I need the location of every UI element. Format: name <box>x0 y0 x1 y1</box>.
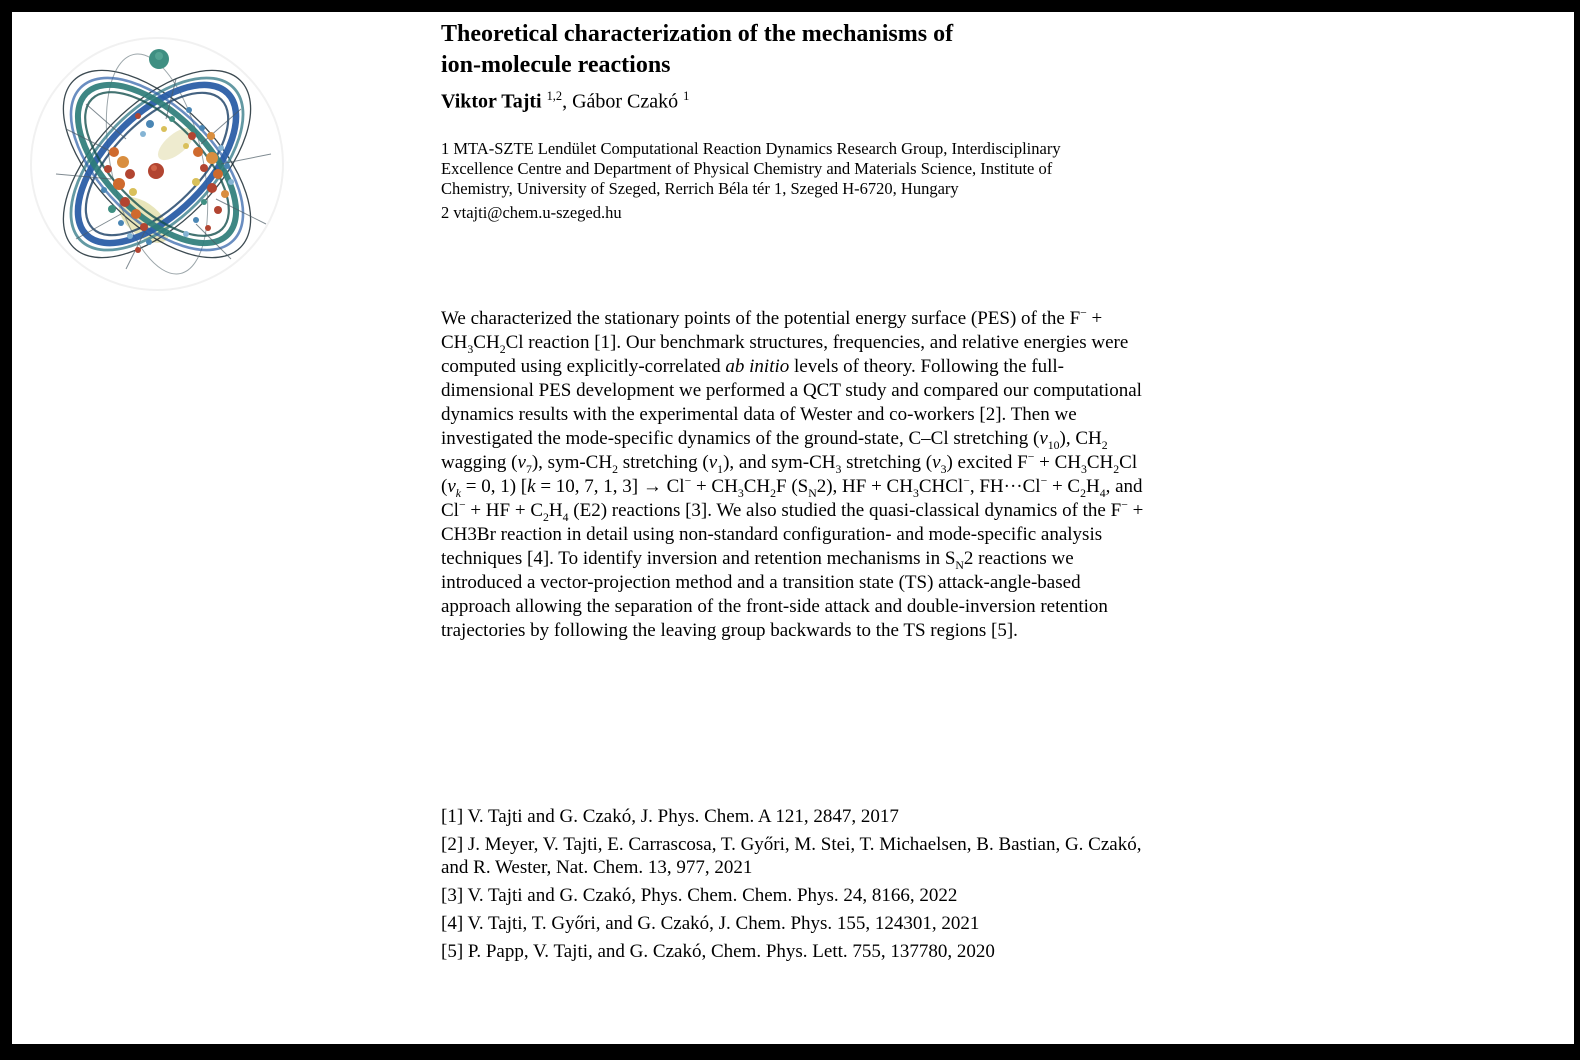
abstract-page <box>12 12 1574 1044</box>
reference-item: [2] J. Meyer, V. Tajti, E. Carrascosa, T. Győri, M. Stei, T. Michaelsen, B. Bastian, G. Czakó, and R. Wester, Nat. Chem. 13, 977, 2021 <box>441 834 1142 878</box>
paper-title-line1: Theoretical characterization of the mechanisms of <box>441 21 954 47</box>
paper-title-line2: ion-molecule reactions <box>441 52 671 78</box>
reference-item: [5] P. Papp, V. Tajti, and G. Czakó, Chem. Phys. Lett. 755, 137780, 2020 <box>441 941 995 962</box>
atom-artwork-svg <box>26 24 288 296</box>
affiliation-text: 1 MTA-SZTE Lendület Computational Reaction Dynamics Research Group, Interdisciplinary Excellence Centre and Department of Physical Chemistry and Materials Science, Institute of Chemistry, University of Szeged, Rerrich Béla tér 1, Szeged H-6720, Hungary <box>441 139 1061 198</box>
atom-logo <box>26 24 288 296</box>
abstract-paragraph: We characterized the stationary points of the potential energy surface (PES) of the $F^- + CH_3CH_2Cl$ reaction [1]. Our benchmark structures, frequencies, and relative energies were computed using explicitly-correlated ab initio levels of theory. Following the full-dimensional PES development we performed a QCT study and compared our computational dynamics results with the experimental data of Wester and co-workers [2]. Then we investigated the mode-specific dynamics of the ground-state, C–Cl stretching $(v_{10})$, $CH_2$ wagging $(v_7)$, sym-$CH_2$ stretching $(v_1)$, and sym-$CH_3$ stretching $(v_3)$ excited $F^- + CH_3CH_2Cl$ ($v_k = 0$, 1) [k = 10, 7, 1, $3] \to Cl^- + CH_3CH_2F$ $(S_N2)$, HF + $CH_3CHCl^-$, $FH\cdot\cdot\cdot Cl^- + C_2H_4$, and Cl− + HF + $C_2H_4$ (E2) reactions [3]. We also studied the quasi-classical dynamics of the F− + CH3Br reaction in detail using non-standard configuration- and mode-specific analysis techniques [4]. To identify inversion and retention mechanisms in $S_N2$ reactions we introduced a vector-projection method and a transition state (TS) attack-angle-based approach allowing the separation of the front-side attack and double-inversion retention trajectories by following the leaving group backwards to the TS regions [5]. <box>441 306 1144 641</box>
reference-list <box>441 805 1153 968</box>
reference-item: [1] V. Tajti and G. Czakó, J. Phys. Chem. A 121, 2847, 2017 <box>441 806 899 827</box>
paper-title <box>441 19 1161 81</box>
author-email: 2 vtajti@chem.u-szeged.hu <box>441 203 622 222</box>
reference-item: [3] V. Tajti and G. Czakó, Phys. Chem. Chem. Phys. 24, 8166, 2022 <box>441 885 958 906</box>
reference-item: [4] V. Tajti, T. Győri, and G. Czakó, J. Chem. Phys. 155, 124301, 2021 <box>441 913 980 934</box>
authors-line: Viktor Tajti $^{1,2}$, Gábor Czakó $^1$ <box>441 89 690 113</box>
